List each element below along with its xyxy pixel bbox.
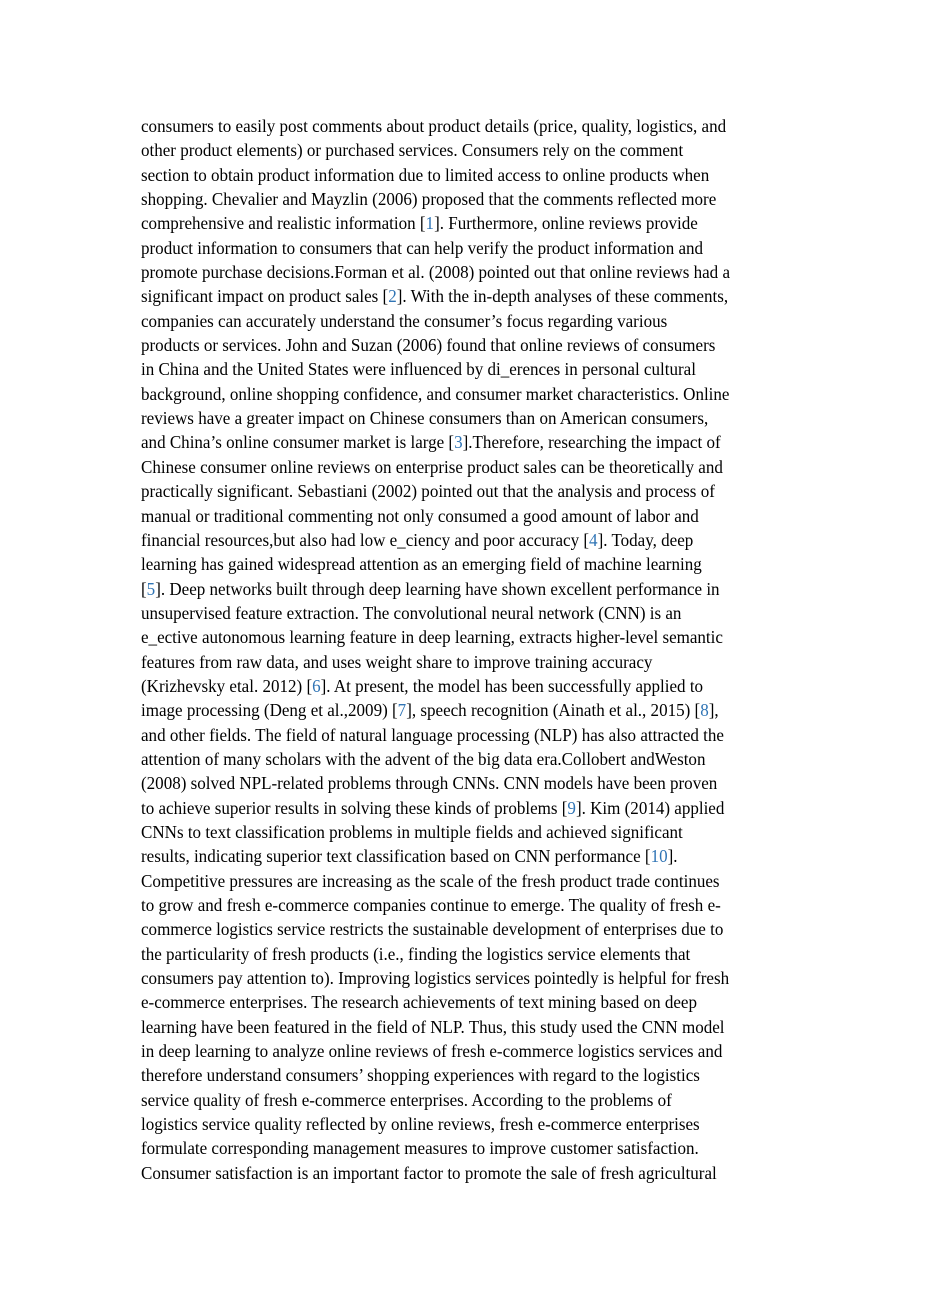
text-run: image processing (Deng et al.,2009) [ bbox=[141, 700, 398, 721]
citation-link[interactable]: 10 bbox=[650, 846, 668, 867]
text-line bbox=[141, 747, 787, 771]
text-run: significant impact on product sales [ bbox=[141, 286, 389, 307]
text-line bbox=[141, 577, 787, 601]
text-line bbox=[141, 1088, 787, 1112]
text-run: Competitive pressures are increasing as the scale of the fresh product trade continues bbox=[141, 870, 720, 891]
text-run: attention of many scholars with the advent of the big data era.Collobert andWeston bbox=[141, 748, 706, 769]
text-line bbox=[141, 260, 787, 284]
paper-page bbox=[141, 114, 801, 1185]
text-run: ], bbox=[708, 700, 719, 721]
text-run: ]. Today, deep bbox=[597, 529, 694, 550]
citation-link[interactable]: 8 bbox=[700, 700, 709, 721]
text-line bbox=[141, 211, 787, 235]
text-line bbox=[141, 309, 787, 333]
text-run: in deep learning to analyze online reviews of fresh e-commerce logistics services and bbox=[141, 1041, 723, 1062]
text-line bbox=[141, 1112, 787, 1136]
text-line bbox=[141, 820, 787, 844]
text-run: ]. At present, the model has been successfully applied to bbox=[320, 675, 704, 696]
text-line bbox=[141, 942, 787, 966]
text-run: ]. Deep networks built through deep learning have shown excellent performance in bbox=[155, 578, 720, 599]
text-run: CNNs to text classification problems in multiple fields and achieved significant bbox=[141, 821, 683, 842]
citation-link[interactable]: 9 bbox=[567, 797, 576, 818]
citation-link[interactable]: 7 bbox=[397, 700, 407, 721]
text-run: and other fields. The field of natural language processing (NLP) has also attracted the bbox=[141, 724, 724, 745]
text-line bbox=[141, 187, 787, 211]
text-run: learning have been featured in the field of NLP. Thus, this study used the CNN model bbox=[141, 1016, 725, 1037]
text-run: financial resources,but also had low e_ciency and poor accuracy [ bbox=[141, 529, 590, 550]
text-run: the particularity of fresh products (i.e., finding the logistics service elements that bbox=[141, 943, 691, 964]
text-run: commerce logistics service restricts the sustainable development of enterprises due to bbox=[141, 919, 724, 940]
citation-link[interactable]: 4 bbox=[589, 529, 598, 550]
text-line bbox=[141, 625, 787, 649]
text-run: companies can accurately understand the consumer’s focus regarding various bbox=[141, 310, 668, 331]
text-run: reviews have a greater impact on Chinese consumers than on American consumers, bbox=[141, 408, 709, 429]
text-line bbox=[141, 917, 787, 941]
text-line bbox=[141, 382, 787, 406]
text-line bbox=[141, 406, 787, 430]
text-run: practically significant. Sebastiani (2002) pointed out that the analysis and process of bbox=[141, 481, 715, 502]
text-line bbox=[141, 284, 787, 308]
text-run: ].Therefore, researching the impact of bbox=[462, 432, 721, 453]
text-line bbox=[141, 796, 787, 820]
text-line bbox=[141, 479, 787, 503]
text-run: ], speech recognition (Ainath et al., 2015) [ bbox=[406, 700, 701, 721]
text-line bbox=[141, 552, 787, 576]
text-run: (Krizhevsky etal. 2012) [ bbox=[141, 675, 313, 696]
text-line bbox=[141, 966, 787, 990]
text-run: features from raw data, and uses weight share to improve training accuracy bbox=[141, 651, 653, 672]
citation-link[interactable]: 2 bbox=[388, 286, 397, 307]
text-run: e-commerce enterprises. The research achievements of text mining based on deep bbox=[141, 992, 697, 1013]
text-run: Consumer satisfaction is an important factor to promote the sale of fresh agricultural bbox=[141, 1162, 717, 1183]
text-run: unsupervised feature extraction. The convolutional neural network (CNN) is an bbox=[141, 602, 682, 623]
text-run: product information to consumers that can help verify the product information and bbox=[141, 237, 704, 258]
text-line bbox=[141, 114, 787, 138]
text-line bbox=[141, 869, 787, 893]
text-line bbox=[141, 844, 787, 868]
text-line bbox=[141, 504, 787, 528]
text-line bbox=[141, 990, 787, 1014]
text-line bbox=[141, 163, 787, 187]
text-line bbox=[141, 650, 787, 674]
text-line bbox=[141, 1063, 787, 1087]
text-line bbox=[141, 771, 787, 795]
text-run: results, indicating superior text classification based on CNN performance [ bbox=[141, 846, 651, 867]
text-run: ]. bbox=[667, 846, 678, 867]
text-run: ]. Kim (2014) applied bbox=[575, 797, 725, 818]
text-run: in China and the United States were influenced by di_erences in personal cultural bbox=[141, 359, 696, 380]
text-line bbox=[141, 138, 787, 162]
text-line bbox=[141, 1039, 787, 1063]
text-run: service quality of fresh e-commerce enterprises. According to the problems of bbox=[141, 1089, 672, 1110]
text-run: background, online shopping confidence, and consumer market characteristics. Online bbox=[141, 383, 730, 404]
text-run: Chinese consumer online reviews on enterprise product sales can be theoretically and bbox=[141, 456, 723, 477]
citation-link[interactable]: 1 bbox=[425, 213, 435, 234]
text-line bbox=[141, 357, 787, 381]
text-line bbox=[141, 528, 787, 552]
text-line bbox=[141, 601, 787, 625]
text-run: logistics service quality reflected by online reviews, fresh e-commerce enterprises bbox=[141, 1114, 700, 1135]
text-run: to grow and fresh e-commerce companies continue to emerge. The quality of fresh e- bbox=[141, 895, 721, 915]
text-run: ]. With the in-depth analyses of these comments, bbox=[396, 286, 729, 307]
text-run: e_ective autonomous learning feature in deep learning, extracts higher-level semantic bbox=[141, 627, 723, 648]
text-run: therefore understand consumers’ shopping experiences with regard to the logistics bbox=[141, 1065, 700, 1086]
text-line bbox=[141, 1161, 787, 1185]
citation-link[interactable]: 5 bbox=[146, 578, 156, 599]
text-run: consumers pay attention to). Improving logistics services pointedly is helpful for fresh bbox=[141, 968, 730, 989]
text-run: consumers to easily post comments about product details (price, quality, logistics, and bbox=[141, 116, 727, 136]
text-run: [ bbox=[141, 578, 147, 599]
text-run: other product elements) or purchased services. Consumers rely on the comment bbox=[141, 140, 684, 161]
citation-link[interactable]: 6 bbox=[312, 675, 321, 696]
text-line bbox=[141, 698, 787, 722]
body-paragraph bbox=[141, 114, 801, 1185]
text-line bbox=[141, 333, 787, 357]
text-run: to achieve superior results in solving these kinds of problems [ bbox=[141, 797, 568, 818]
text-run: promote purchase decisions.Forman et al. (2008) pointed out that online reviews had a bbox=[141, 262, 731, 283]
text-run: and China’s online consumer market is large [ bbox=[141, 432, 455, 453]
text-run: products or services. John and Suzan (2006) found that online reviews of consumers bbox=[141, 335, 716, 356]
text-line bbox=[141, 674, 787, 698]
text-line bbox=[141, 1015, 787, 1039]
text-line bbox=[141, 893, 787, 917]
text-run: manual or traditional commenting not only consumed a good amount of labor and bbox=[141, 505, 699, 526]
text-run: formulate corresponding management measures to improve customer satisfaction. bbox=[141, 1138, 699, 1159]
text-run: (2008) solved NPL-related problems through CNNs. CNN models have been proven bbox=[141, 773, 718, 794]
text-line bbox=[141, 723, 787, 747]
text-line bbox=[141, 236, 787, 260]
text-run: ]. Furthermore, online reviews provide bbox=[434, 213, 698, 234]
text-line bbox=[141, 1136, 787, 1160]
citation-link[interactable]: 3 bbox=[454, 432, 463, 453]
text-run: comprehensive and realistic information [ bbox=[141, 213, 426, 234]
text-run: section to obtain product information due to limited access to online products when bbox=[141, 164, 710, 185]
text-line bbox=[141, 430, 787, 454]
text-run: learning has gained widespread attention as an emerging field of machine learning bbox=[141, 554, 702, 575]
text-line bbox=[141, 455, 787, 479]
text-run: shopping. Chevalier and Mayzlin (2006) proposed that the comments reflected more bbox=[141, 189, 717, 210]
